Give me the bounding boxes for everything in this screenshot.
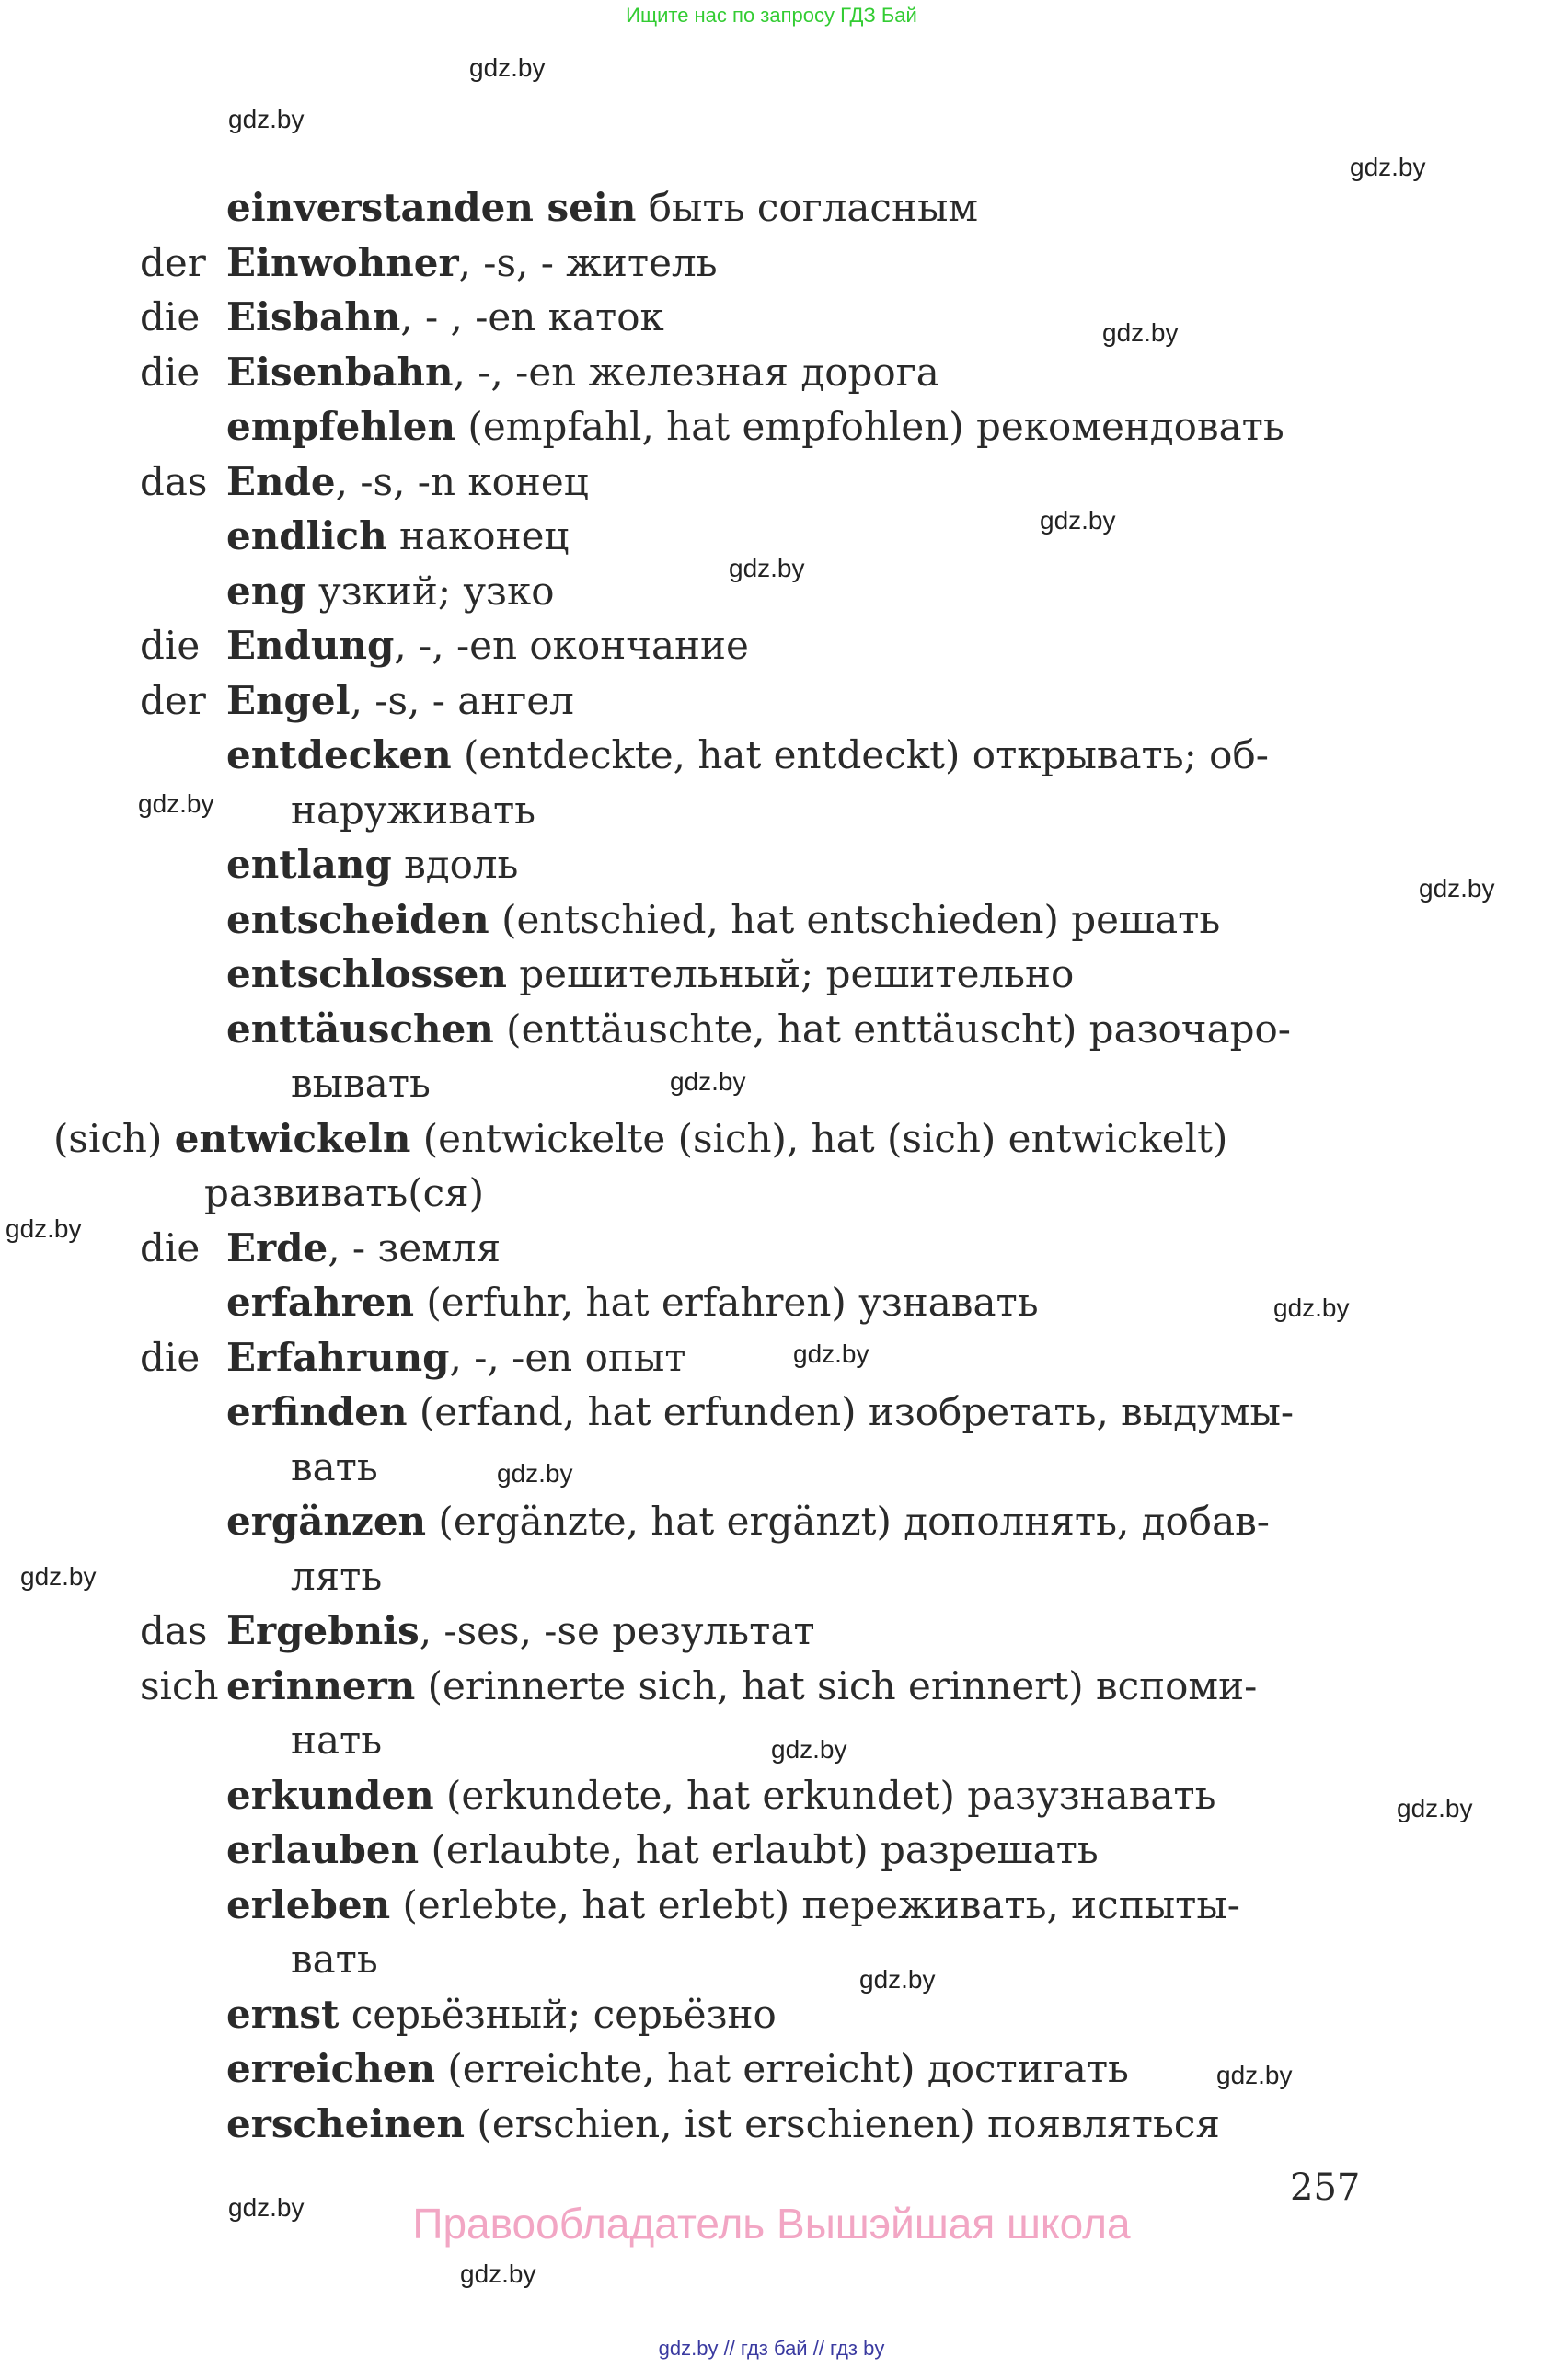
entry-definition: (erkundete, hat erkundet) разузнавать: [433, 1772, 1216, 1818]
watermark: gdz.by: [460, 2259, 536, 2288]
entry: [140, 1385, 1373, 1494]
watermark: gdz.by: [138, 789, 214, 818]
entry-definition: , -, -en опыт: [449, 1334, 686, 1380]
entry: [140, 2097, 1373, 2152]
entry-definition: (erreichte, hat erreicht) достигать: [435, 2046, 1129, 2091]
watermark: gdz.by: [497, 1459, 573, 1488]
entry-word: Endung: [226, 623, 395, 668]
entry-article: [140, 1002, 226, 1111]
watermark: gdz.by: [228, 2193, 305, 2222]
entry-article: die: [140, 294, 201, 339]
watermark: gdz.by: [793, 1339, 869, 1368]
entry-article: [140, 837, 226, 892]
copyright-notice: Правообладатель Вышэйшая школа: [412, 2200, 1131, 2248]
entry-word: einverstanden sein: [226, 185, 637, 230]
entry-word: Eisbahn: [226, 294, 401, 339]
entry-definition: (erinnerte sich, hat sich erinnert) вспоми-: [415, 1662, 1258, 1708]
entry-word: ernst: [226, 1991, 340, 2037]
entry-word: Eisenbahn: [226, 349, 454, 395]
watermark: gdz.by: [1102, 318, 1179, 347]
watermark: gdz.by: [228, 105, 305, 133]
watermark: gdz.by: [1419, 874, 1495, 903]
entry: [140, 2041, 1373, 2097]
entry: [140, 1221, 1373, 1276]
entry-article: [140, 180, 226, 236]
entry-word: Erfahrung: [226, 1334, 450, 1380]
watermark: gdz.by: [1273, 1293, 1350, 1322]
entry-word: erscheinen: [226, 2100, 466, 2146]
entry-definition: решительный; решительно: [506, 951, 1075, 996]
page-number: 257: [1290, 2167, 1361, 2209]
entry-word: erkunden: [226, 1772, 434, 1818]
entry-continuation: вать: [291, 1937, 378, 1982]
entry: [140, 290, 1373, 345]
entry-word: erreichen: [226, 2046, 436, 2091]
entry: [53, 1111, 1373, 1221]
entry-word: eng: [226, 568, 306, 614]
entry-definition: (entdeckte, hat entdeckt) открывать; об-: [451, 732, 1269, 777]
entry: [140, 1330, 1373, 1385]
entry-word: erfahren: [226, 1280, 415, 1325]
watermark: gdz.by: [859, 1965, 936, 1994]
entry-article: [140, 1275, 226, 1330]
entry-word: erinnern: [226, 1662, 416, 1708]
entry-word: erleben: [226, 1881, 391, 1927]
entry-article: der: [140, 677, 206, 723]
entry: [140, 892, 1373, 948]
entry-definition: (entwickelte (sich), hat (sich) entwickelt): [410, 1115, 1228, 1161]
entry: [140, 1768, 1373, 1823]
entry: [140, 236, 1373, 291]
entry-word: endlich: [226, 513, 387, 558]
entry: [140, 618, 1373, 673]
entry-definition: (erlaubte, hat erlaubt) разрешать: [419, 1827, 1099, 1872]
entry: [140, 728, 1373, 837]
entry-word: Engel: [226, 677, 351, 723]
entry-word: entlang: [226, 842, 392, 887]
entry-definition: серьёзный; серьёзно: [339, 1991, 777, 2037]
entry: [140, 345, 1373, 400]
entry-article: [140, 2097, 226, 2152]
entry-article: die: [140, 1334, 201, 1380]
entry: [140, 1878, 1373, 1987]
entry-word: entwickeln: [174, 1115, 411, 1161]
entry-article: die: [140, 349, 201, 395]
entry: [140, 564, 1373, 619]
entry: [140, 1002, 1373, 1111]
entry-definition: , - , -en каток: [400, 294, 664, 339]
entry-article: [140, 509, 226, 564]
entry-article: die: [140, 1224, 201, 1270]
entry-article: [140, 2041, 226, 2097]
entry-definition: быть согласным: [636, 185, 979, 230]
entry-definition: , -, -en окончание: [394, 623, 749, 668]
watermark: gdz.by: [20, 1562, 97, 1591]
entry: [140, 947, 1373, 1002]
watermark: gdz.by: [1040, 506, 1116, 535]
entry: [140, 1659, 1373, 1768]
entry-article: (sich): [53, 1115, 163, 1161]
entry-article: der: [140, 239, 206, 285]
entry-article: das: [140, 458, 208, 504]
entry-definition: наконец: [386, 513, 570, 558]
entry-continuation: наруживать: [291, 787, 536, 833]
entry-continuation: вать: [291, 1443, 378, 1489]
entry-article: das: [140, 1608, 208, 1653]
entry-article: [140, 564, 226, 619]
entry-definition: (erlebte, hat erlebt) переживать, испыты-: [390, 1881, 1240, 1927]
watermark: gdz.by: [670, 1067, 746, 1096]
entry-word: Ende: [226, 458, 336, 504]
entry-word: empfehlen: [226, 404, 456, 449]
watermark: gdz.by: [1216, 2061, 1293, 2089]
entry-definition: , -, -en железная дорога: [453, 349, 939, 395]
entry: [140, 454, 1373, 510]
entry-continuation: нать: [291, 1718, 383, 1763]
entry: [140, 1494, 1373, 1604]
entry-definition: вдоль: [391, 842, 519, 887]
entry-definition: (entschied, hat entschieden) решать: [489, 896, 1221, 942]
entry: [140, 1987, 1373, 2042]
entry: [140, 1822, 1373, 1878]
entry-article: [140, 1822, 226, 1878]
watermark: gdz.by: [6, 1214, 82, 1243]
entry-article: [140, 1494, 226, 1604]
entry: [140, 1604, 1373, 1659]
entry: [140, 509, 1373, 564]
entry-article: [140, 947, 226, 1002]
entry-word: enttäuschen: [226, 1006, 494, 1052]
entry-article: [140, 1878, 226, 1987]
entry-word: Erde: [226, 1224, 328, 1270]
entry-article: sich: [140, 1662, 219, 1708]
top-banner: Ищите нас по запросу ГДЗ Бай: [626, 4, 917, 27]
entry-word: entdecken: [226, 732, 452, 777]
entry: [140, 1275, 1373, 1330]
watermark: gdz.by: [1397, 1794, 1473, 1822]
entry-word: ergänzen: [226, 1499, 427, 1544]
entry-definition: , -ses, -se результат: [419, 1608, 815, 1653]
entry-word: entscheiden: [226, 896, 489, 942]
entry-definition: (ergänzte, hat ergänzt) дополнять, добав-: [426, 1499, 1270, 1544]
entry: [140, 399, 1373, 454]
entry-definition: , -s, - ангел: [350, 677, 574, 723]
watermark: gdz.by: [469, 53, 546, 82]
entry-definition: узкий; узко: [305, 568, 555, 614]
entry-word: entschlossen: [226, 951, 507, 996]
watermark: gdz.by: [1350, 153, 1426, 181]
entry: [140, 180, 1373, 236]
entry-word: erfinden: [226, 1389, 408, 1434]
entry-definition: (erfuhr, hat erfahren) узнавать: [414, 1280, 1039, 1325]
entry-continuation: развивать(ся): [204, 1170, 485, 1215]
entry-definition: , - земля: [328, 1224, 501, 1270]
entry-word: Einwohner: [226, 239, 459, 285]
entry: [140, 837, 1373, 892]
entry-definition: (erschien, ist erschienen) появляться: [465, 2100, 1220, 2146]
entry-continuation: лять: [291, 1553, 383, 1599]
entry-article: die: [140, 623, 201, 668]
entry-word: erlauben: [226, 1827, 420, 1872]
entry-article: [140, 728, 226, 837]
entry-word: Ergebnis: [226, 1608, 420, 1653]
entry-article: [140, 399, 226, 454]
entry-article: [140, 1987, 226, 2042]
entry: [140, 673, 1373, 729]
entry-definition: , -s, - житель: [458, 239, 718, 285]
footer-links: gdz.by // гдз бай // гдз by: [658, 2337, 885, 2360]
watermark: gdz.by: [771, 1735, 847, 1764]
entry-definition: , -s, -n конец: [335, 458, 589, 504]
watermark: gdz.by: [729, 554, 805, 582]
entry-article: [140, 1385, 226, 1494]
entry-definition: (empfahl, hat empfohlen) рекомендовать: [455, 404, 1284, 449]
entry-article: [140, 1768, 226, 1823]
entry-continuation: вывать: [291, 1061, 431, 1106]
entry-definition: (erfand, hat erfunden) изобретать, выдумы-: [407, 1389, 1295, 1434]
entry-definition: (enttäuschte, hat enttäuscht) разочаро-: [493, 1006, 1291, 1052]
entry-article: [140, 892, 226, 948]
